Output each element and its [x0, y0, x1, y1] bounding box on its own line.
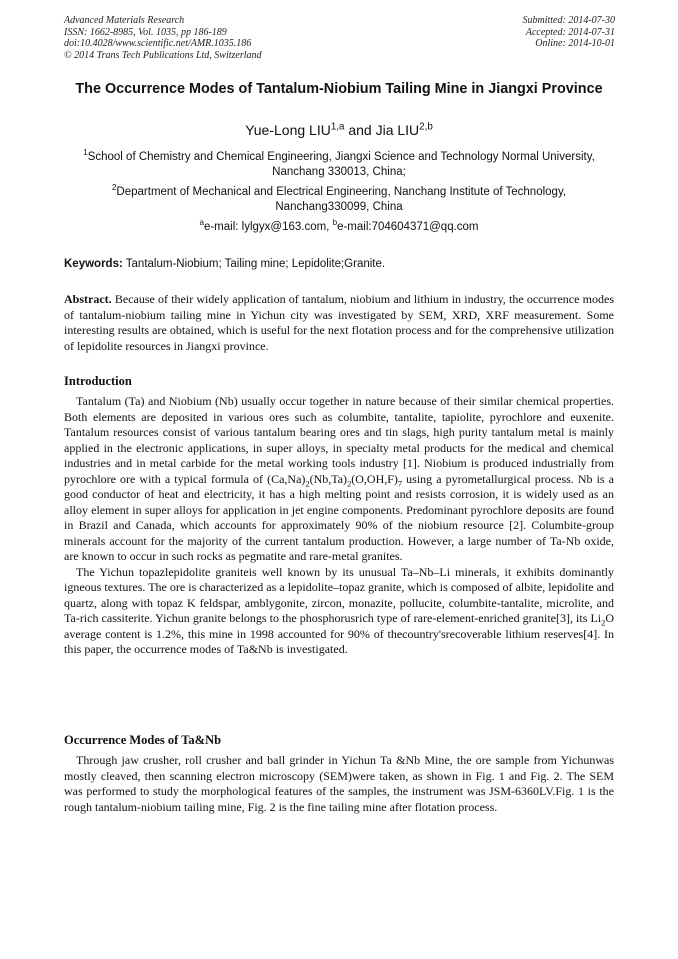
keywords-text: Tantalum-Niobium; Tailing mine; Lepidolite;Granite. [122, 258, 386, 270]
occurrence-heading: Occurrence Modes of Ta&Nb [64, 733, 222, 747]
abstract [64, 292, 614, 354]
copyright-line: © 2014 Trans Tech Publications Ltd, Switzerland [64, 49, 262, 61]
author-1-sup: 1,a [330, 121, 345, 133]
journal-name: Advanced Materials Research [64, 15, 185, 26]
intro-p1-part-d: using a pyrometallurgical process. Nb is a good conductor of heat and electricity, it has a high melting point and resists corrosion, it is widely used as an alloy element in super alloys for application in jet engine components. Predominant pyrochlore deposits are found in Brazil and Canada, which accounts for approximately 90% of the niobium resource [2]. Columbite-group minerals account for the majority of the current tantalum production. However, a large number of Ta-Nb oxide, are known to occur in such rocks as pegmatite and rare-metal granites. [64, 471, 614, 563]
intro-p1-sub-1: 2 [305, 478, 310, 488]
intro-paragraph-2 [64, 565, 614, 658]
occurrence-body [64, 753, 614, 815]
accepted-date: Accepted: 2014-07-31 [525, 26, 615, 38]
affiliation-1 [64, 150, 614, 180]
abstract-paragraph [64, 292, 614, 354]
occurrence-paragraph-1: Through jaw crusher, roll crusher and ball grinder in Yichun Ta &Nb Mine, the ore sample from Yichunwas mostly cleaved, then scanning electron microscopy (SEM)were taken, as shown in Fig. 1 and Fig. 2. The SEM was performed to study the morphological features of the samples, the instrument was JSM-6360LV.Fig. 1 is the rough tantalum-niobium tailing mine, Fig. 2 is the fine tailing mine after flotation process. [64, 753, 614, 814]
introduction-heading: Introduction [64, 374, 132, 388]
email-b[interactable]: e-mail:704604371@qq.com [337, 221, 479, 233]
affiliation-2-mark: 2 [111, 183, 117, 193]
author-and: and [344, 122, 376, 138]
introduction-body [64, 394, 614, 658]
email-b-mark: b [332, 218, 338, 228]
affiliation-2-text: Department of Mechanical and Electrical Engineering, Nanchang Institute of Technology, Nanchang330099, China [116, 186, 567, 213]
abstract-text: Because of their widely application of tantalum, niobium and lithium in industry, the occurrence modes of tantalum-niobium tailing mine in Yichun city was investigated by SEM, XRD, XRF measurement. Some interesting results are obtained, which is useful for the next flotation process and for the comprehensive utilization of lepidolite resources in Jiangxi province. [64, 292, 614, 353]
affiliation-2 [64, 185, 614, 215]
intro-p1-part-a: Tantalum (Ta) and Niobium (Nb) usually occur together in nature because of their similar chemical properties. Both elements are deposited in various ores such as columbite, tantalite, tapiolite, pyrochlore and euxenite. Tantalum resources consist of various tantalum bearing ores and tin slags, high purity tantalum metal is mainly applied in the electronic applications, in super alloys, in specialty metal products for the medical and chemical industries and in metal carbide for the metal working tools industry [1]. Niobium is produced industrially from pyrochlore ore with a typical formula of (Ca,Na) [64, 394, 614, 486]
intro-p1-part-c: (O,OH,F) [351, 471, 398, 486]
doi-line: doi:10.4028/www.scientific.net/AMR.1035.186 [64, 38, 252, 49]
keywords [64, 257, 614, 272]
intro-p1-sub-3: 7 [397, 478, 403, 488]
email-a-mark: a [199, 218, 204, 228]
online-date: Online: 2014-10-01 [535, 38, 615, 49]
author-line [64, 121, 614, 139]
keywords-label: Keywords: [64, 258, 123, 270]
issn-line: ISSN: 1662-8985, Vol. 1035, pp 186-189 [64, 26, 227, 38]
email-a[interactable]: e-mail: lylgyx@163.com, [203, 221, 333, 233]
submitted-date: Submitted: 2014-07-30 [522, 15, 615, 26]
intro-p1-part-b: (Nb,Ta) [309, 471, 348, 486]
author-2-sup: 2,b [419, 121, 433, 133]
paper-title: The Occurrence Modes of Tantalum-Niobium Tailing Mine in Jiangxi Province [75, 81, 603, 97]
intro-p1-sub-2: 2 [347, 478, 352, 488]
intro-p2-sub: 2 [601, 618, 606, 628]
intro-paragraph-1 [64, 394, 614, 565]
intro-p2-part-b: O average content is 1.2%, this mine in 1998 accounted for 90% of thecountry'srecoverable lithium reserves[4]. In this paper, the occurrence modes of Ta&Nb is investigated. [64, 611, 614, 656]
author-1: Yue-Long LIU [245, 122, 331, 138]
intro-p2-part-a: The Yichun topazlepidolite graniteis well known by its unusual Ta–Nb–Li minerals, it exhibits dominantly igneous textures. The ore is characterized as a lepidolite–topaz granite, which is composed of albite, lepidolite and quartz, along with topaz K feldspar, amblygonite, zircon, monazite, pollucite, columbite-tantalite, microlite, and Ta-rich cassiterite. Yichun granite belongs to the phosphorusrich type of rare-element-enriched granite[3], its Li [64, 564, 614, 625]
abstract-label: Abstract. [64, 292, 112, 306]
journal-header [64, 15, 262, 61]
email-line [64, 220, 614, 235]
affiliation-1-text: School of Chemistry and Chemical Engineering, Jiangxi Science and Technology Normal University, Nanchang 330013, China; [87, 151, 595, 178]
affiliation-1-mark: 1 [83, 148, 88, 158]
author-2: Jia LIU [375, 122, 420, 138]
dates-header [523, 15, 616, 50]
